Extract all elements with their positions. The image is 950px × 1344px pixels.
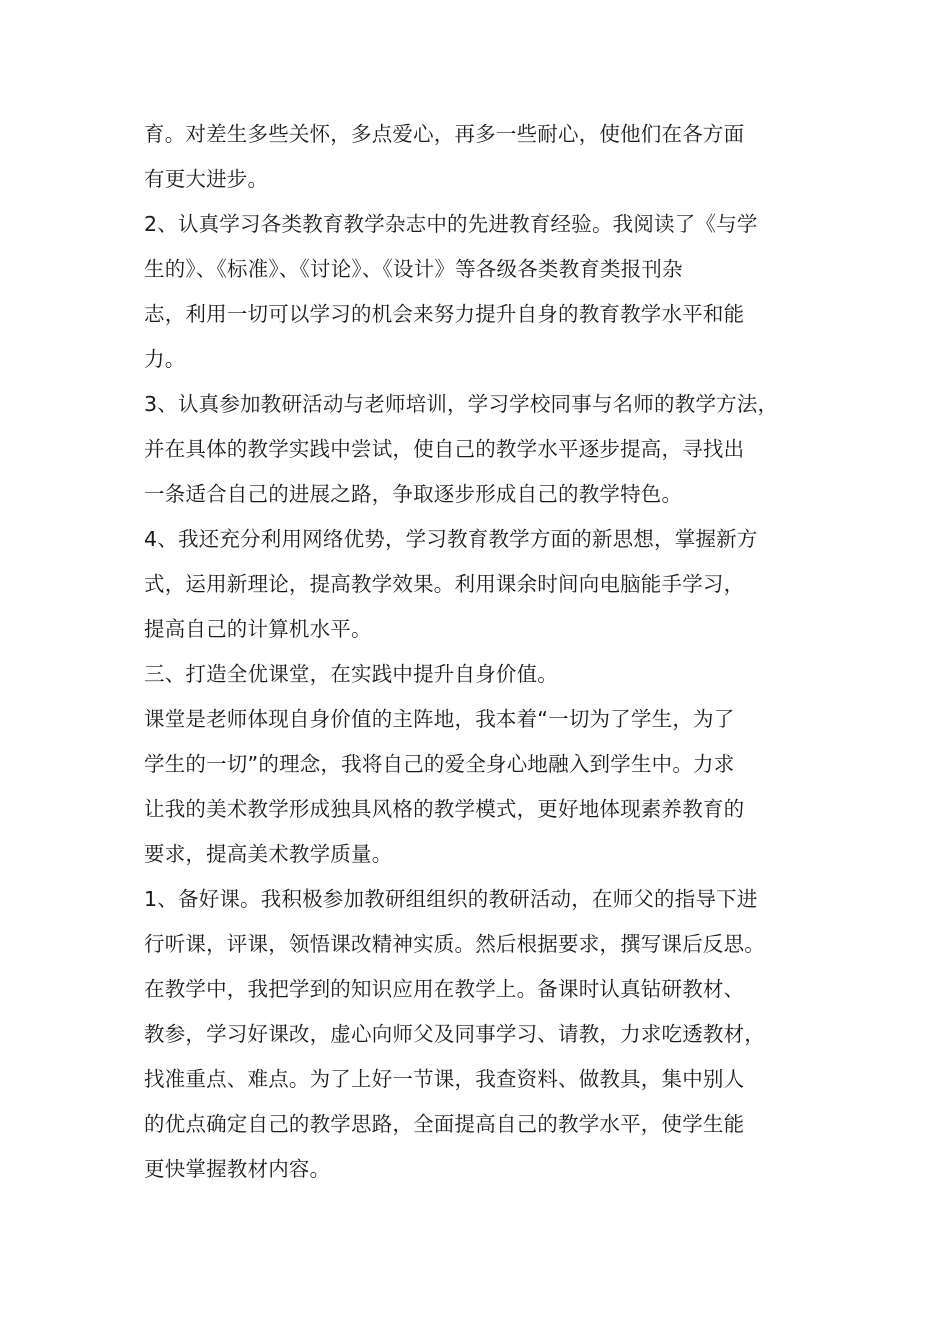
text-line: 育。对差生多些关怀，多点爱心，再多一些耐心，使他们在各方面 xyxy=(144,122,745,146)
text-line: 要求，提高美术教学质量。 xyxy=(144,842,393,866)
text-line: 教参，学习好课改，虚心向师父及同事学习、请教，力求吃透教材， xyxy=(144,1022,765,1046)
text-line: 力。 xyxy=(144,347,186,371)
text-line: 提高自己的计算机水平。 xyxy=(144,617,372,641)
text-line: 2、认真学习各类教育教学杂志中的先进教育经验。我阅读了《与学 xyxy=(144,212,758,236)
text-line: 志，利用一切可以学习的机会来努力提升自身的教育教学水平和能 xyxy=(144,302,745,326)
text-line: 学生的一切”的理念，我将自己的爱全身心地融入到学生中。力求 xyxy=(144,752,735,776)
text-line: 的优点确定自己的教学思路，全面提高自己的教学水平，使学生能 xyxy=(144,1112,745,1136)
text-line: 式，运用新理论，提高教学效果。利用课余时间向电脑能手学习， xyxy=(144,572,745,596)
text-line: 1、备好课。我积极参加教研组组织的教研活动，在师父的指导下进 xyxy=(144,887,758,911)
text-line: 让我的美术教学形成独具风格的教学模式，更好地体现素养教育的 xyxy=(144,797,745,821)
text-line: 有更大进步。 xyxy=(144,167,269,191)
text-line: 课堂是老师体现自身价值的主阵地，我本着“一切为了学生，为了 xyxy=(144,707,735,731)
text-line: 生的》、《标准》、《讨论》、《设计》等各级各类教育类报刊杂 xyxy=(144,257,683,281)
text-line: 4、我还充分利用网络优势，学习教育教学方面的新思想，掌握新方 xyxy=(144,527,758,551)
text-line: 更快掌握教材内容。 xyxy=(144,1157,331,1181)
text-line: 找准重点、难点。为了上好一节课，我查资料、做教具，集中别人 xyxy=(144,1067,745,1091)
text-line: 3、认真参加教研活动与老师培训，学习学校同事与名师的教学方法， xyxy=(144,392,779,416)
body-text xyxy=(144,112,844,1192)
text-line: 一条适合自己的进展之路，争取逐步形成自己的教学特色。 xyxy=(144,482,683,506)
text-line: 行听课，评课，领悟课改精神实质。然后根据要求，撰写课后反思。 xyxy=(144,932,765,956)
text-line: 并在具体的教学实践中尝试，使自己的教学水平逐步提高，寻找出 xyxy=(144,437,745,461)
text-line: 在教学中，我把学到的知识应用在教学上。备课时认真钻研教材、 xyxy=(144,977,745,1001)
section-heading: 三、打造全优课堂，在实践中提升自身价值。 xyxy=(144,662,558,686)
